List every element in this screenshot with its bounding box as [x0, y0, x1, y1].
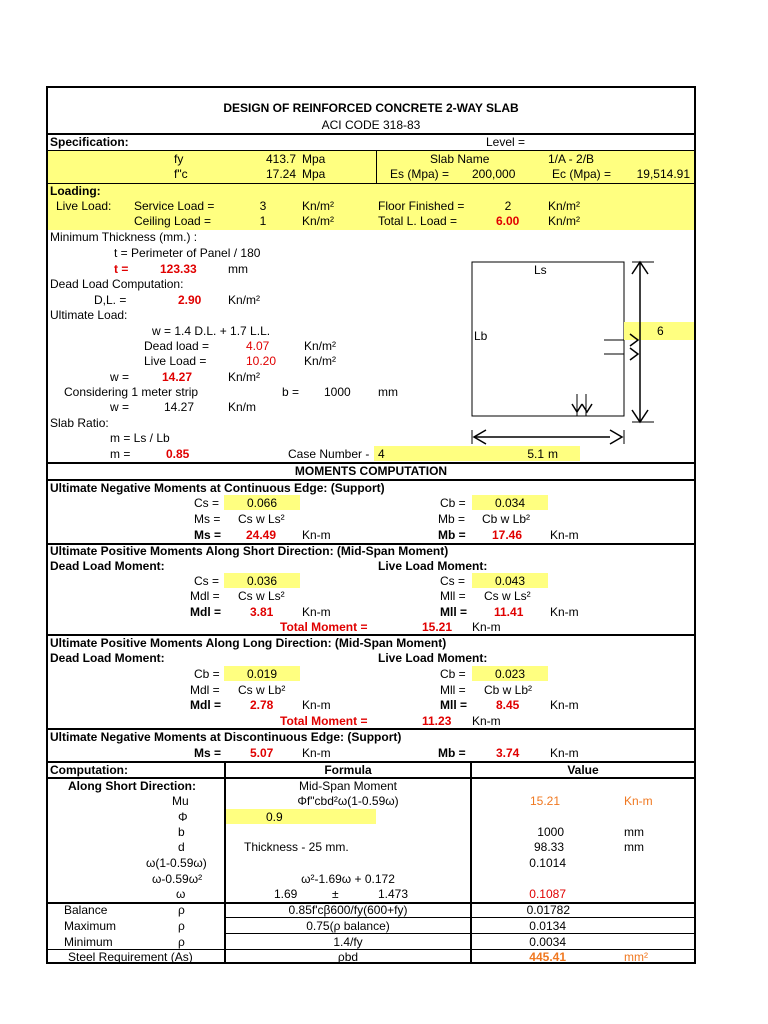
d-row-unit: mm: [624, 840, 644, 854]
w-unit: Kn/m²: [228, 370, 261, 384]
maximum-value: 0.0134: [529, 919, 566, 933]
short-mdl-eq-label: Mdl =: [190, 589, 220, 603]
maximum-label: Maximum: [64, 919, 117, 933]
live-load-row-label: Live Load =: [144, 354, 207, 368]
length-unit: m: [548, 447, 558, 461]
t-value: 123.33: [160, 262, 197, 276]
mu-formula: Φf"cbd²ω(1-0.59ω): [297, 794, 399, 808]
steel-requirement-label: Steel Requirement (As): [68, 950, 193, 964]
omega-term-value: 0.1014: [529, 856, 566, 870]
service-load-label: Service Load =: [134, 199, 215, 213]
computation-label: Computation:: [50, 763, 128, 777]
service-load-value: 3: [259, 199, 267, 213]
short-mll-eq-label: Mll =: [440, 589, 466, 603]
mu-unit: Kn-m: [624, 794, 653, 808]
ms-value: 24.49: [246, 528, 277, 542]
divider: [48, 133, 694, 135]
lb-label: Lb: [474, 329, 488, 343]
fy-value: 413.7: [265, 152, 296, 166]
mb-label: Mb =: [438, 528, 466, 542]
short-dead-label: Dead Load Moment:: [50, 559, 165, 573]
disc-mb-unit: Kn-m: [550, 746, 579, 760]
disc-ms-value: 5.07: [250, 746, 274, 760]
case-label: Case Number -: [288, 447, 370, 461]
fy-label: fy: [174, 152, 184, 166]
phi-value: 0.9: [266, 810, 283, 824]
short-total-unit: Kn-m: [472, 620, 501, 634]
long-mdl-label: Mdl =: [190, 698, 222, 712]
balance-symbol: ρ: [178, 903, 185, 917]
short-total-value: 15.21: [422, 620, 453, 634]
slab-ratio-label: Slab Ratio:: [50, 416, 109, 430]
short-mll-formula: Cs w Ls²: [484, 589, 531, 603]
ratio-formula: m = Ls / Lb: [110, 431, 170, 445]
cs-label: Cs =: [194, 496, 220, 510]
long-mll-formula: Cb w Lb²: [484, 683, 533, 697]
steel-requirement-formula: ρbd: [337, 950, 359, 964]
neg-cont-title: Ultimate Negative Moments at Continuous Edge: (Support): [50, 481, 385, 495]
ec-label: Ec (Mpa) =: [552, 167, 612, 181]
long-total-label: Total Moment =: [280, 714, 368, 728]
fc-value: 17.24: [265, 167, 296, 181]
dl-unit: Kn/m²: [228, 293, 261, 307]
short-mdl-label: Mdl =: [190, 605, 222, 619]
d-row-formula: Thickness - 25 mm.: [244, 840, 349, 854]
short-cs-live-value: 0.043: [494, 574, 526, 588]
arrow-right-icon: [610, 430, 622, 444]
b-unit: mm: [378, 385, 398, 399]
ms-label: Ms =: [194, 528, 222, 542]
ceiling-load-unit: Kn/m²: [302, 214, 335, 228]
long-mll-label: Mll =: [440, 698, 468, 712]
long-total-unit: Kn-m: [472, 714, 501, 728]
mb-unit: Kn-m: [550, 528, 579, 542]
minimum-symbol: ρ: [178, 935, 185, 949]
long-mdl-unit: Kn-m: [302, 698, 331, 712]
long-mdl-eq-label: Mdl =: [190, 683, 220, 697]
short-total-label: Total Moment =: [280, 620, 368, 634]
value-header: Value: [567, 763, 599, 777]
sheet-title: DESIGN OF REINFORCED CONCRETE 2-WAY SLAB: [223, 101, 519, 115]
side-value: 6: [657, 324, 664, 338]
omega-quad-label: ω-0.59ω²: [152, 872, 203, 886]
ls-label: Ls: [534, 263, 547, 277]
live-load-row-value: 10.20: [246, 354, 277, 368]
code-subtitle: ACI CODE 318-83: [321, 118, 421, 132]
length-value: 5.1: [527, 447, 544, 461]
disc-ms-label: Ms =: [194, 746, 222, 760]
disc-mb-label: Mb =: [438, 746, 466, 760]
ultimate-load-label: Ultimate Load:: [50, 308, 128, 322]
disc-mb-value: 3.74: [496, 746, 520, 760]
w-value: 14.27: [162, 370, 193, 384]
arrow-right-icon: [630, 348, 638, 360]
mu-value: 15.21: [529, 794, 560, 808]
minimum-label: Minimum: [64, 935, 113, 949]
mid-span-label: Mid-Span Moment: [298, 779, 398, 793]
ec-value: 19,514.91: [636, 167, 690, 181]
pos-short-title: Ultimate Positive Moments Along Short Direction: (Mid-Span Moment): [50, 544, 449, 558]
balance-formula: 0.85f'cβ600/fy(600+fy): [288, 903, 408, 917]
m-value: 0.85: [166, 447, 190, 461]
mb-value: 17.46: [492, 528, 523, 542]
ultimate-formula: w = 1.4 D.L. + 1.7 L.L.: [152, 324, 271, 338]
total-load-unit: Kn/m²: [548, 214, 581, 228]
maximum-symbol: ρ: [178, 919, 185, 933]
phi-label: Φ: [178, 810, 188, 824]
b-label: b =: [282, 385, 300, 399]
long-total-value: 11.23: [422, 714, 452, 728]
b-value: 1000: [324, 385, 351, 399]
dl-label: D,L. =: [94, 293, 127, 307]
d-row-value: 98.33: [533, 840, 564, 854]
steel-requirement-unit: mm²: [624, 950, 648, 964]
divider: [224, 933, 694, 934]
mb-eq-label: Mb =: [438, 512, 466, 526]
divider: [224, 917, 694, 918]
w2-unit: Kn/m: [228, 400, 257, 414]
es-label: Es (Mpa) =: [390, 167, 450, 181]
dead-load-row-value: 4.07: [246, 339, 270, 353]
long-cb-dead-value: 0.019: [246, 667, 278, 681]
short-cs-dead-label: Cs =: [194, 574, 220, 588]
omega-formula-b: 1.473: [378, 887, 409, 901]
dead-load-row-unit: Kn/m²: [304, 339, 337, 353]
long-mll-eq-label: Mll =: [440, 683, 466, 697]
long-cb-live-label: Cb =: [440, 667, 466, 681]
long-live-label: Live Load Moment:: [378, 651, 488, 665]
omega-label: ω: [176, 887, 186, 901]
omega-term-label: ω(1-0.59ω): [146, 856, 207, 870]
t-label: t =: [114, 262, 129, 276]
mu-label: Mu: [172, 794, 189, 808]
design-sheet: [46, 86, 696, 964]
fc-unit: Mpa: [302, 167, 326, 181]
long-cb-dead-label: Cb =: [194, 667, 220, 681]
short-mll-label: Mll =: [440, 605, 468, 619]
long-cb-live-value: 0.023: [494, 667, 526, 681]
ceiling-load-label: Ceiling Load =: [134, 214, 212, 228]
live-load-row-unit: Kn/m²: [304, 354, 337, 368]
fc-label: f"c: [174, 167, 188, 181]
minimum-formula: 1.4/fy: [333, 935, 363, 949]
slab-diagram: [464, 254, 694, 450]
long-mll-unit: Kn-m: [550, 698, 579, 712]
short-mll-unit: Kn-m: [550, 605, 579, 619]
omega-quad-formula: ω²-1.69ω + 0.172: [301, 872, 395, 886]
maximum-formula: 0.75(ρ balance): [306, 919, 390, 933]
slab-name-value: 1/A - 2/B: [548, 152, 595, 166]
ceiling-load-value: 1: [259, 214, 267, 228]
level-label: Level =: [486, 135, 526, 149]
moments-title: MOMENTS COMPUTATION: [294, 464, 448, 478]
case-value: 4: [378, 447, 385, 461]
short-mdl-formula: Cs w Ls²: [238, 589, 285, 603]
formula-header: Formula: [324, 763, 372, 777]
phi-highlight: [226, 809, 376, 824]
spec-label: Specification:: [50, 135, 129, 149]
minimum-value: 0.0034: [529, 935, 566, 949]
short-cs-live-label: Cs =: [440, 574, 466, 588]
floor-finished-unit: Kn/m²: [548, 199, 581, 213]
floor-finished-value: 2: [504, 199, 512, 213]
min-thickness-label: Minimum Thickness (mm.) :: [50, 230, 198, 244]
short-cs-dead-value: 0.036: [246, 574, 278, 588]
cs-value: 0.066: [246, 496, 278, 510]
short-live-label: Live Load Moment:: [378, 559, 488, 573]
cb-value: 0.034: [494, 496, 526, 510]
b-row-value: 1000: [537, 825, 564, 839]
dead-load-label: Dead Load Computation:: [50, 277, 184, 291]
w2-label: w =: [110, 400, 130, 414]
slab-name-label: Slab Name: [430, 152, 490, 166]
mb-formula: Cb w Lb²: [482, 512, 531, 526]
thickness-formula: t = Perimeter of Panel / 180: [114, 246, 261, 260]
divider: [376, 151, 377, 183]
t-unit: mm: [228, 262, 248, 276]
balance-value: 0.01782: [526, 903, 570, 917]
m-label: m =: [110, 447, 131, 461]
w2-value: 14.27: [164, 400, 195, 414]
neg-disc-title: Ultimate Negative Moments at Discontinuous Edge: (Support): [50, 730, 402, 744]
dead-load-row-label: Dead load =: [144, 339, 210, 353]
arrow-down-icon: [582, 404, 592, 412]
service-load-unit: Kn/m²: [302, 199, 335, 213]
omega-value: 0.1087: [529, 887, 566, 901]
dl-value: 2.90: [178, 293, 202, 307]
fy-unit: Mpa: [302, 152, 326, 166]
short-mll-value: 11.41: [494, 605, 524, 619]
total-load-label: Total L. Load =: [378, 214, 458, 228]
omega-formula-a: 1.69: [274, 887, 298, 901]
w-label: w =: [110, 370, 130, 384]
d-row-label: d: [178, 840, 185, 854]
b-row-label: b: [178, 825, 185, 839]
steel-requirement-value: 445.41: [529, 950, 566, 964]
short-mdl-value: 3.81: [250, 605, 274, 619]
live-load-label: Live Load:: [56, 199, 112, 213]
b-row-unit: mm: [624, 825, 644, 839]
omega-formula-pm: ±: [332, 887, 339, 901]
floor-finished-label: Floor Finished =: [378, 199, 465, 213]
total-load-value: 6.00: [496, 214, 520, 228]
ms-formula: Cs w Ls²: [238, 512, 285, 526]
long-mll-value: 8.45: [496, 698, 520, 712]
ms-eq-label: Ms =: [194, 512, 221, 526]
balance-label: Balance: [64, 903, 108, 917]
disc-ms-unit: Kn-m: [302, 746, 331, 760]
short-direction-label: Along Short Direction:: [68, 779, 196, 793]
short-mdl-unit: Kn-m: [302, 605, 331, 619]
es-value: 200,000: [472, 167, 516, 181]
loading-label: Loading:: [50, 184, 101, 198]
long-mdl-formula: Cs w Lb²: [238, 683, 286, 697]
pos-long-title: Ultimate Positive Moments Along Long Direction: (Mid-Span Moment): [50, 636, 447, 650]
cb-label: Cb =: [440, 496, 466, 510]
long-dead-label: Dead Load Moment:: [50, 651, 165, 665]
long-mdl-value: 2.78: [250, 698, 274, 712]
ms-unit: Kn-m: [302, 528, 331, 542]
strip-label: Considering 1 meter strip: [64, 385, 199, 399]
slab-panel-outline: [472, 262, 624, 416]
